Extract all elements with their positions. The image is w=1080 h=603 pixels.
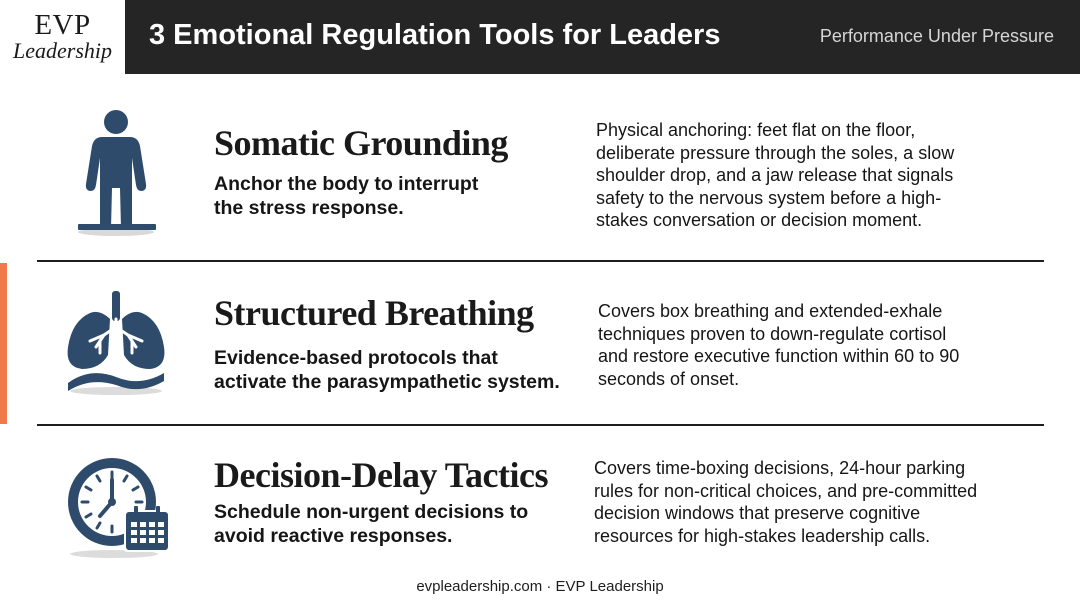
- tool-title-somatic: Somatic Grounding: [214, 123, 508, 163]
- tool-title-decision: Decision-Delay Tactics: [214, 455, 548, 495]
- tool-description-somatic: Physical anchoring: feet flat on the floor, deliberate pressure through the soles, a slow shoulder drop, and a jaw release that signals safety to the nervous system before a high- stakes conversation or decision moment.: [596, 120, 955, 230]
- person-standing-icon: [72, 108, 162, 243]
- brand-sub: Leadership: [13, 38, 112, 63]
- clock-calendar-icon: [62, 454, 174, 565]
- brand-logo[interactable]: [0, 0, 125, 74]
- page-title: 3 Emotional Regulation Tools for Leaders: [149, 19, 721, 51]
- tool-subtitle-decision: Schedule non-urgent decisions to avoid reactive responses.: [214, 501, 529, 547]
- tool-description-decision: Covers time-boxing decisions, 24-hour parking rules for non-critical choices, and pre-committed decision windows that preserve cognitive resources for high-stakes leadership calls.: [594, 458, 978, 546]
- header-bar: [0, 0, 1080, 74]
- tool-subtitle-breathing: Evidence-based protocols that activate the parasympathetic system.: [214, 347, 560, 393]
- footer-text: evpleadership.com · EVP Leadership: [416, 578, 664, 595]
- lungs-icon: [60, 289, 172, 402]
- tool-subtitle-somatic: Anchor the body to interrupt the stress response.: [214, 173, 479, 219]
- brand-name: EVP: [34, 9, 91, 41]
- tool-description-breathing: Covers box breathing and extended-exhale techniques proven to down-regulate cortisol and restore executive function within 60 to 90 seconds of onset.: [598, 301, 960, 389]
- header-tagline: Performance Under Pressure: [819, 26, 1054, 46]
- divider: [37, 424, 1044, 426]
- tool-title-breathing: Structured Breathing: [214, 293, 534, 333]
- divider: [37, 260, 1044, 262]
- accent-bar: [0, 263, 7, 424]
